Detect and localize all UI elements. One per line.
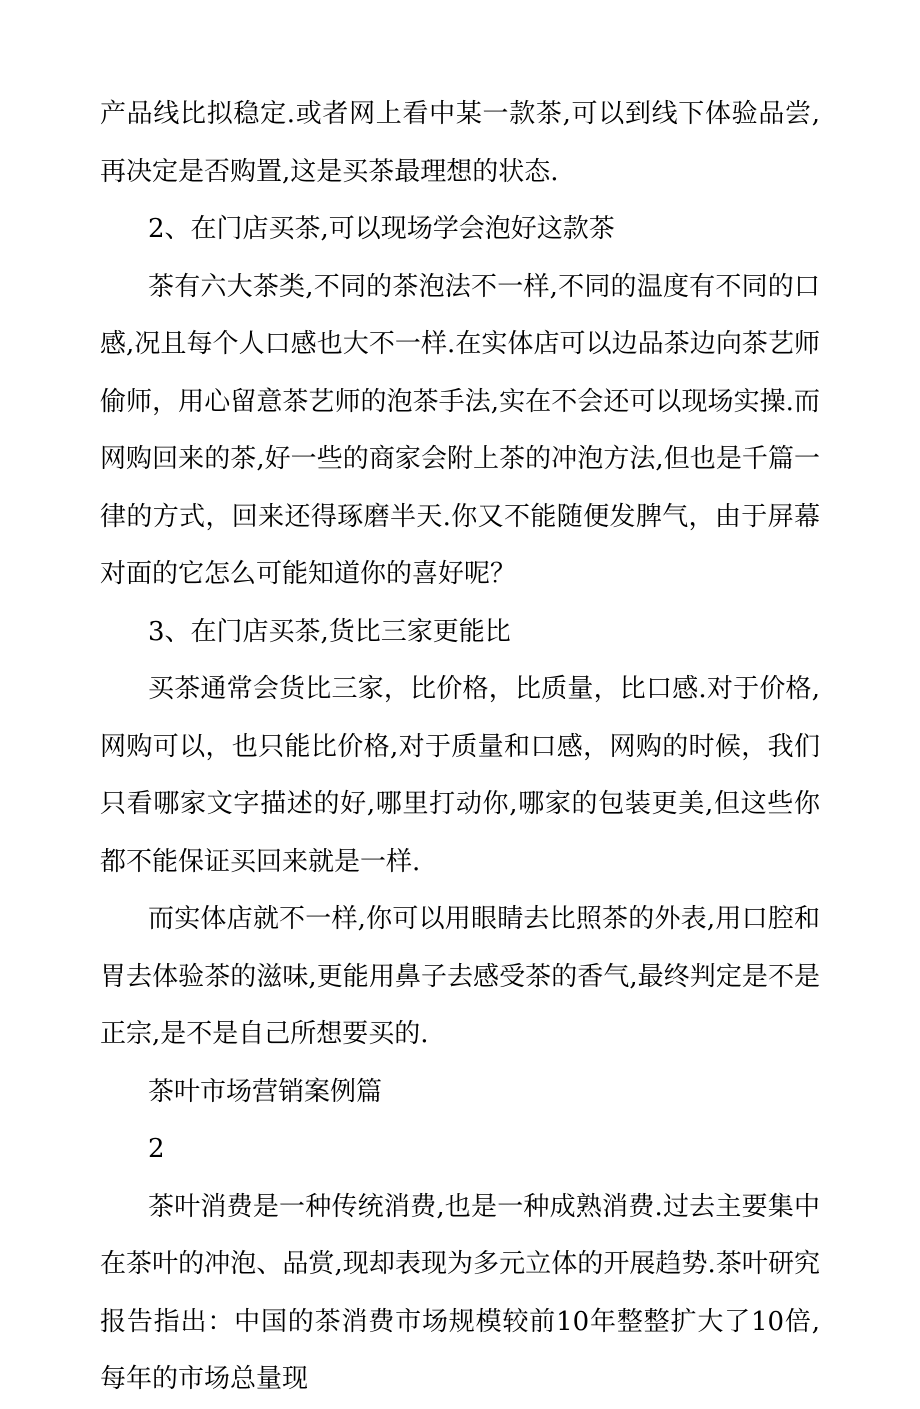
paragraph-5: 茶叶消费是一种传统消费,也是一种成熟消费.过去主要集中在茶叶的冲泡、品赏,现却表现为多元立体的开展趋势.茶叶研究报告指出：中国的茶消费市场规模较前10年整整扩大了10倍,每年的市场总量现: [100, 1191, 820, 1394]
paragraph-1: 产品线比拟稳定.或者网上看中某一款茶,可以到线下体验品尝,再决定是否购置,这是买茶最理想的状态.: [100, 99, 820, 187]
section-heading-2: 2、在门店买茶,可以现场学会泡好这款茶: [148, 214, 615, 244]
paragraph-3: 买茶通常会货比三家，比价格，比质量，比口感.对于价格,网购可以，也只能比价格,对于质量和口感，网购的时候，我们只看哪家文字描述的好,哪里打动你,哪家的包装更美,但这些你都不能保证买回来就是一样.: [100, 674, 820, 877]
section-heading-3: 3、在门店买茶,货比三家更能比: [148, 616, 511, 647]
paragraph-4: 而实体店就不一样,你可以用眼睛去比照茶的外表,用口腔和胃去体验茶的滋味,更能用鼻子去感受茶的香气,最终判定是不是正宗,是不是自己所想要买的.: [100, 904, 820, 1049]
article-title: 茶叶市场营销案例篇: [148, 1076, 383, 1107]
article-number: 2: [148, 1134, 165, 1164]
paragraph-2: 茶有六大茶类,不同的茶泡法不一样,不同的温度有不同的口感,况且每个人口感也大不一样.在实体店可以边品茶边向茶艺师偷师，用心留意茶艺师的泡茶手法,实在不会还可以现场实操.而网购回来的茶,好一些的商家会附上茶的冲泡方法,但也是千篇一律的方式，回来还得琢磨半天.你又不能随便发脾气，由于屏幕对面的它怎么可能知道你的喜好呢？: [100, 271, 820, 589]
